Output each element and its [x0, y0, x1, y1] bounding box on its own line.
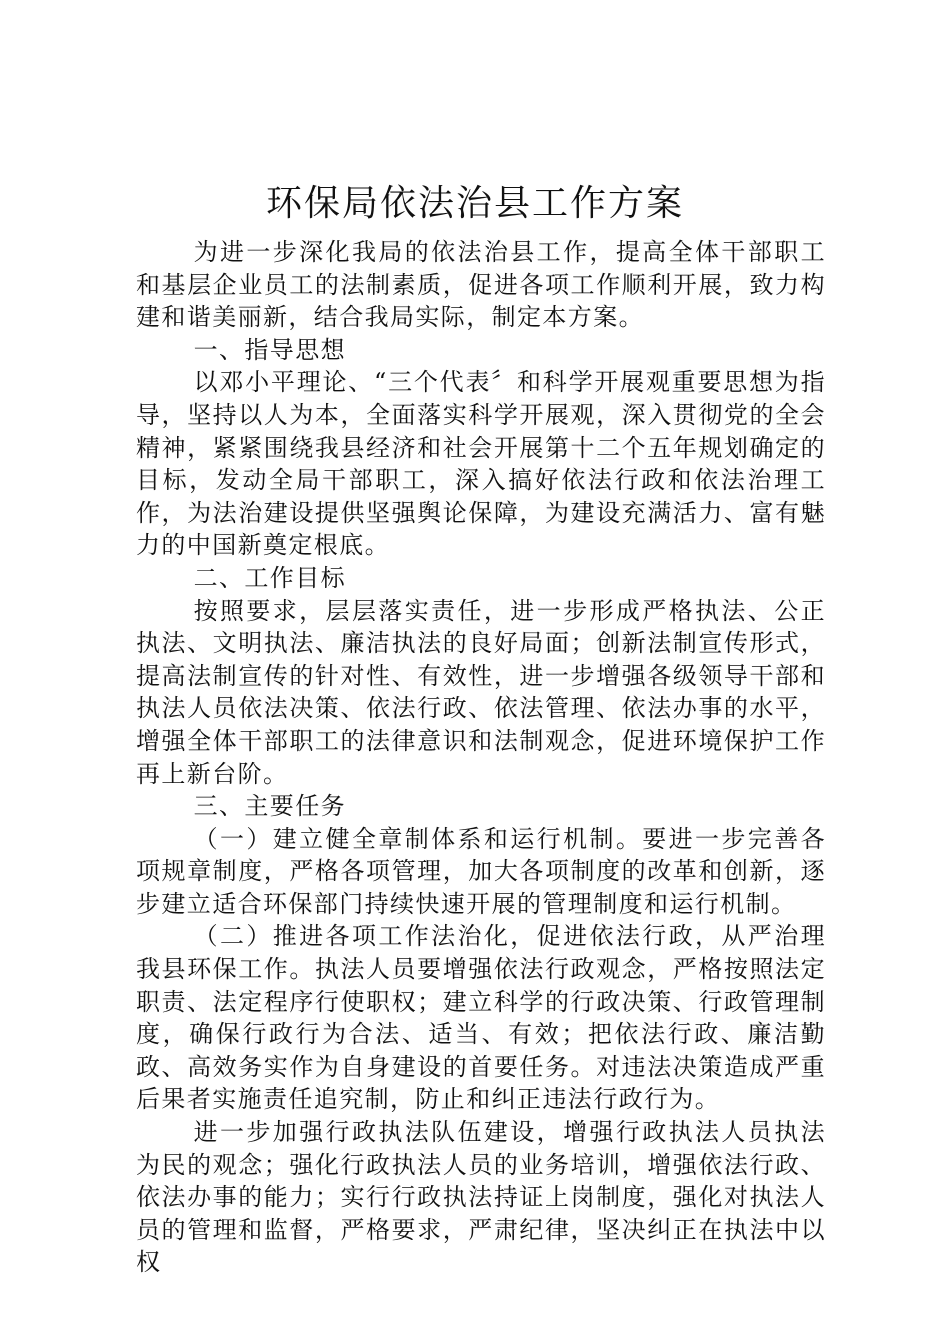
- paragraph-intro: 为进一步深化我局的依法治县工作，提高全体干部职工和基层企业员工的法制素质，促进各项工作顺利开展，致力构建和谐美丽新，结合我局实际，制定本方案。: [136, 238, 826, 332]
- document-title: 环保局依法治县工作方案: [265, 183, 684, 224]
- section-heading-work-goals: 二、工作目标: [193, 563, 346, 592]
- paragraph-task-one: （一）建立健全章制体系和运行机制。要进一步完善各项规章制度，严格各项管理，加大各项制度的改革和创新，逐步建立适合环保部门持续快速开展的管理制度和运行机制。: [136, 824, 826, 918]
- section-heading-guiding-thought: 一、指导思想: [193, 335, 346, 364]
- paragraph-enforcement-team: 进一步加强行政执法队伍建设，增强行政执法人员执法为民的观念；强化行政执法人员的业务培训，增强依法行政、依法办事的能力；实行行政执法持证上岗制度，强化对执法人员的管理和监督，严格要求，严肃纪律，坚决纠正在执法中以权: [136, 1118, 826, 1277]
- document-body: [136, 236, 826, 1279]
- paragraph-task-two: （二）推进各项工作法治化，促进依法行政，从严治理我县环保工作。执法人员要增强依法行政观念，严格按照法定职责、法定程序行使职权；建立科学的行政决策、行政管理制度，确保行政行为合法、适当、有效；把依法行政、廉洁勤政、高效务实作为自身建设的首要任务。对违法决策造成严重后果者实施责任追究制，防止和纠正违法行政行为。: [136, 922, 826, 1114]
- section-heading-main-tasks: 三、主要任务: [193, 792, 346, 821]
- paragraph-work-goals: 按照要求，层层落实责任，进一步形成严格执法、公正执法、文明执法、廉洁执法的良好局面；创新法制宣传形式，提高法制宣传的针对性、有效性，进一步增强各级领导干部和执法人员依法决策、依法行政、依法管理、依法办事的水平，增强全体干部职工的法律意识和法制观念，促进环境保护工作再上新台阶。: [136, 596, 826, 788]
- paragraph-guiding-thought: 以邓小平理论、“三个代表〞和科学开展观重要思想为指导，坚持以人为本，全面落实科学开展观，深入贯彻党的全会精神，紧紧围绕我县经济和社会开展第十二个五年规划确定的目标，发动全局干部职工，深入搞好依法行政和依法治理工作，为法治建设提供坚强舆论保障，为建设充满活力、富有魅力的中国新奠定根底。: [136, 368, 826, 560]
